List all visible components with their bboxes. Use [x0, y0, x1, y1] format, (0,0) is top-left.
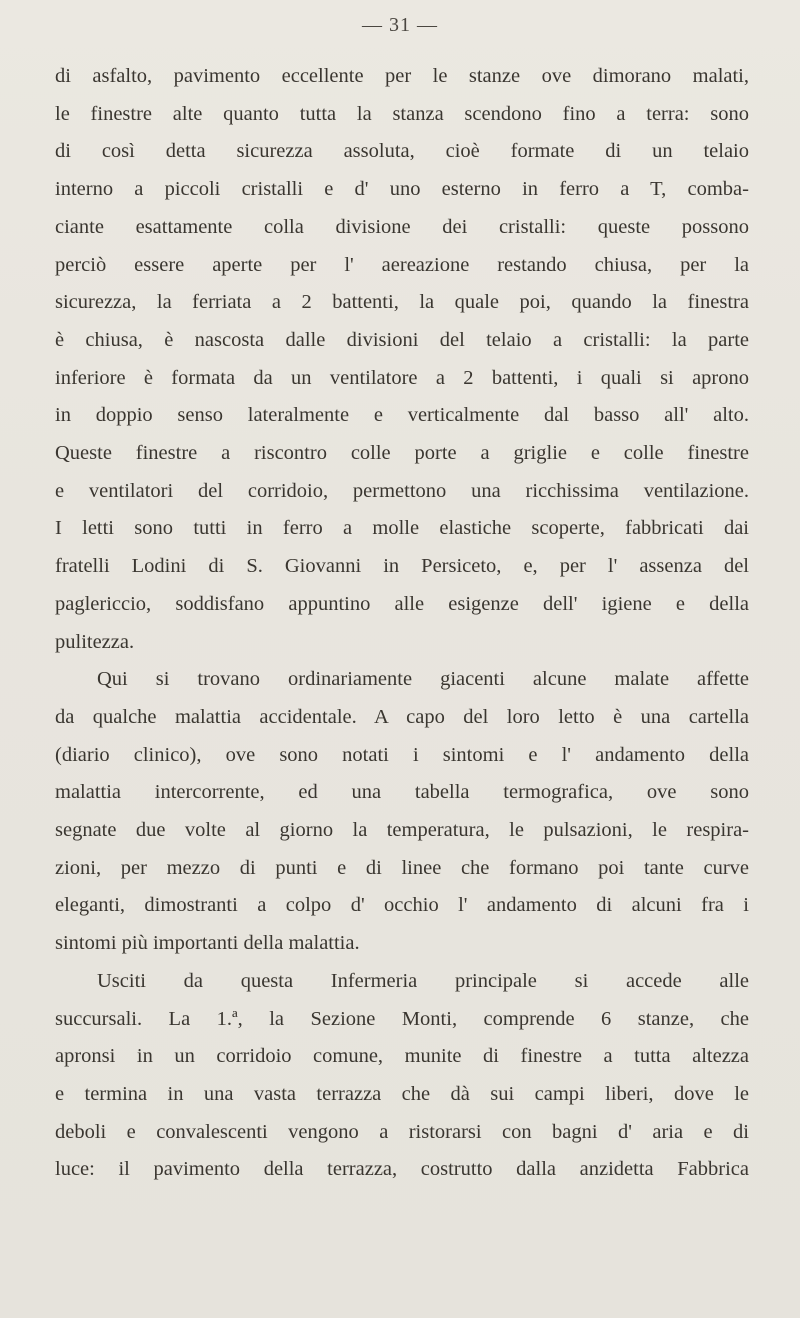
text-line: I letti sono tutti in ferro a molle elastiche scoperte, fabbricati dai	[55, 517, 749, 540]
text-line: sintomi più importanti della malattia.	[55, 932, 360, 955]
text-line: segnate due volte al giorno la temperatura, le pulsazioni, le respira-	[55, 819, 749, 842]
page-number: — 31 —	[362, 14, 438, 36]
paragraph-2	[55, 661, 749, 963]
text-line: Usciti da questa Infermeria principale si accede alle	[97, 969, 749, 992]
text-line: (diario clinico), ove sono notati i sintomi e l' andamento della	[55, 743, 749, 766]
text-line: deboli e convalescenti vengono a ristorarsi con bagni d' aria e di	[55, 1120, 749, 1143]
text-line: succursali. La 1.ª, la Sezione Monti, comprende 6 stanze, che	[55, 1007, 749, 1030]
text-line: malattia intercorrente, ed una tabella termografica, ove sono	[55, 781, 749, 804]
text-line: di così detta sicurezza assoluta, cioè formate di un telaio	[55, 140, 749, 163]
text-line: paglericcio, soddisfano appuntino alle esigenze dell' igiene e della	[55, 592, 749, 615]
text-line: inferiore è formata da un ventilatore a 2 battenti, i quali si aprono	[55, 366, 749, 389]
text-line: perciò essere aperte per l' aereazione restando chiusa, per la	[55, 253, 749, 276]
text-line: fratelli Lodini di S. Giovanni in Persiceto, e, per l' assenza del	[55, 555, 749, 578]
text-line: eleganti, dimostranti a colpo d' occhio l' andamento di alcuni fra i	[55, 894, 749, 917]
paragraph-3	[55, 963, 749, 1189]
text-line: pulitezza.	[55, 630, 135, 653]
text-line: interno a piccoli cristalli e d' uno esterno in ferro a T, comba-	[55, 178, 749, 201]
body-text	[55, 58, 749, 1189]
paragraph-1	[55, 58, 749, 661]
text-line: da qualche malattia accidentale. A capo del loro letto è una cartella	[55, 705, 749, 728]
text-line: sicurezza, la ferriata a 2 battenti, la quale poi, quando la finestra	[55, 291, 749, 314]
text-line: apronsi in un corridoio comune, munite di finestre a tutta altezza	[55, 1045, 749, 1068]
text-line: e ventilatori del corridoio, permettono una ricchissima ventilazione.	[55, 479, 749, 502]
text-line: ciante esattamente colla divisione dei cristalli: queste possono	[55, 215, 749, 238]
text-line: e termina in una vasta terrazza che dà sui campi liberi, dove le	[55, 1082, 749, 1105]
text-line: le finestre alte quanto tutta la stanza scendono fino a terra: sono	[55, 102, 749, 125]
text-line: di asfalto, pavimento eccellente per le stanze ove dimorano malati,	[55, 65, 749, 87]
text-line: luce: il pavimento della terrazza, costrutto dalla anzidetta Fabbrica	[55, 1158, 749, 1181]
text-line: Qui si trovano ordinariamente giacenti alcune malate affette	[97, 668, 749, 691]
text-line: zioni, per mezzo di punti e di linee che formano poi tante curve	[55, 856, 749, 879]
text-line: Queste finestre a riscontro colle porte a griglie e colle finestre	[55, 442, 749, 465]
text-line: in doppio senso lateralmente e verticalmente dal basso all' alto.	[55, 404, 749, 427]
text-line: è chiusa, è nascosta dalle divisioni del telaio a cristalli: la parte	[55, 328, 749, 351]
